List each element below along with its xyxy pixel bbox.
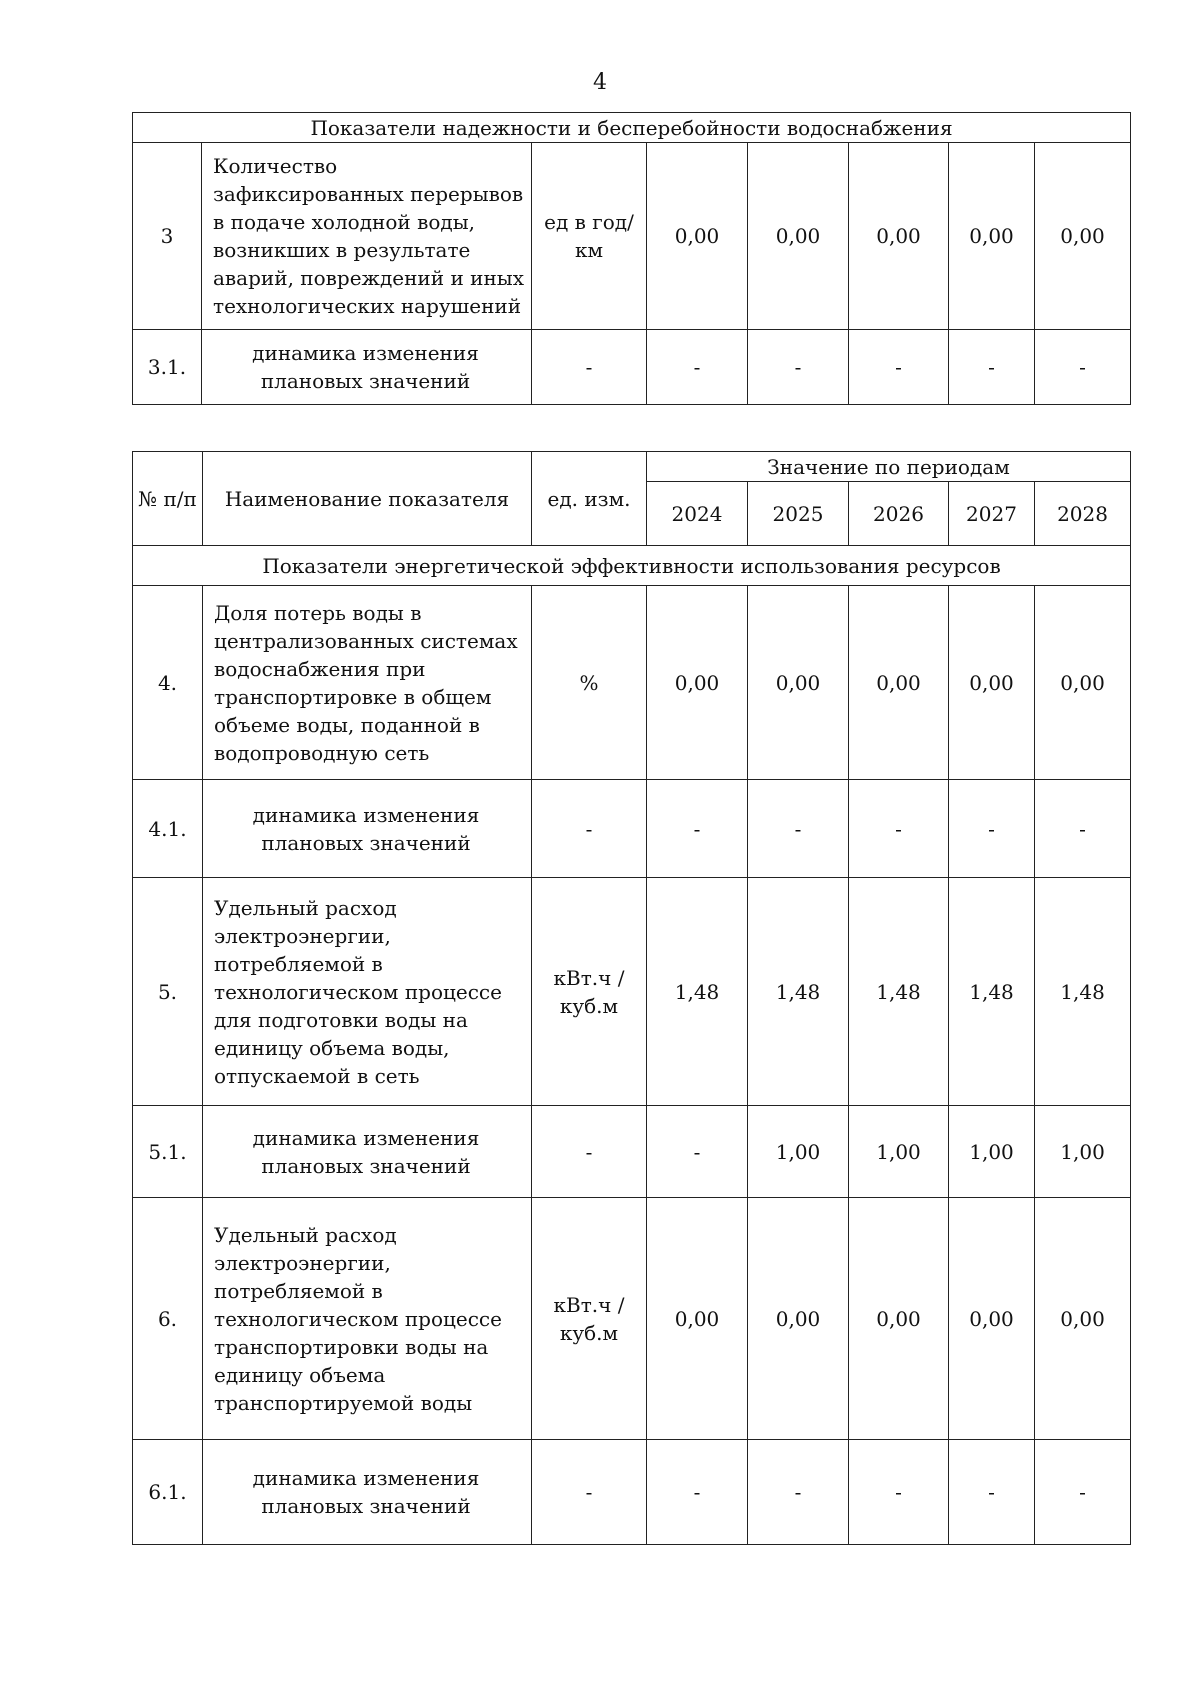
value-cell: - xyxy=(1035,330,1131,405)
value-cell: 1,48 xyxy=(1035,878,1131,1106)
unit-cell: - xyxy=(532,330,647,405)
row-number: 5. xyxy=(133,878,203,1106)
section-title: Показатели энергетической эффективности использования ресурсов xyxy=(133,546,1131,586)
value-cell: 1,00 xyxy=(849,1106,949,1198)
value-cell: 0,00 xyxy=(647,143,748,330)
value-cell: - xyxy=(949,1440,1035,1545)
value-cell: 0,00 xyxy=(949,143,1035,330)
indicator-name: Удельный расход электроэнергии, потребляемой в технологическом процессе транспортировки воды на единицу объема транспортируемой воды xyxy=(203,1198,532,1440)
value-cell: - xyxy=(949,330,1035,405)
value-cell: 0,00 xyxy=(748,1198,849,1440)
header-year: 2027 xyxy=(949,482,1035,546)
value-cell: - xyxy=(849,330,949,405)
table-row xyxy=(133,1198,1131,1440)
table-row xyxy=(133,878,1131,1106)
row-number: 4.1. xyxy=(133,780,203,878)
row-number: 6. xyxy=(133,1198,203,1440)
unit-cell: кВт.ч / куб.м xyxy=(532,1198,647,1440)
page-number: 4 xyxy=(593,70,607,95)
indicator-name: динамика изменения плановых значений xyxy=(202,330,532,405)
table-row xyxy=(133,330,1131,405)
unit-cell: % xyxy=(532,586,647,780)
header-name: Наименование показателя xyxy=(203,452,532,546)
value-cell: - xyxy=(647,1106,748,1198)
value-cell: 1,48 xyxy=(849,878,949,1106)
reliability-table xyxy=(132,112,1131,405)
indicator-name: Количество зафиксированных перерывов в подаче холодной воды, возникших в результате аварий, повреждений и иных технологических нарушений xyxy=(202,143,532,330)
header-unit: ед. изм. xyxy=(532,452,647,546)
value-cell: - xyxy=(1035,780,1131,878)
value-cell: 0,00 xyxy=(748,143,849,330)
value-cell: 0,00 xyxy=(849,143,949,330)
row-number: 3.1. xyxy=(133,330,202,405)
value-cell: 1,00 xyxy=(748,1106,849,1198)
header-row xyxy=(133,452,1131,482)
indicator-name: динамика изменения плановых значений xyxy=(203,1440,532,1545)
unit-cell: - xyxy=(532,1106,647,1198)
section-title: Показатели надежности и бесперебойности водоснабжения xyxy=(133,113,1131,143)
value-cell: 0,00 xyxy=(647,1198,748,1440)
value-cell: 1,48 xyxy=(949,878,1035,1106)
indicator-name: Удельный расход электроэнергии, потребляемой в технологическом процессе для подготовки воды на единицу объема воды, отпускаемой в сеть xyxy=(203,878,532,1106)
value-cell: - xyxy=(647,330,748,405)
value-cell: - xyxy=(647,780,748,878)
row-number: 6.1. xyxy=(133,1440,203,1545)
value-cell: - xyxy=(849,1440,949,1545)
header-year: 2028 xyxy=(1035,482,1131,546)
value-cell: - xyxy=(1035,1440,1131,1545)
header-periods: Значение по периодам xyxy=(647,452,1131,482)
unit-cell: ед в год/ км xyxy=(532,143,647,330)
value-cell: 0,00 xyxy=(949,586,1035,780)
value-cell: - xyxy=(748,330,849,405)
table-row xyxy=(133,1106,1131,1198)
value-cell: - xyxy=(849,780,949,878)
value-cell: 0,00 xyxy=(1035,1198,1131,1440)
value-cell: 0,00 xyxy=(1035,143,1131,330)
value-cell: 0,00 xyxy=(849,1198,949,1440)
header-number: № п/п xyxy=(133,452,203,546)
value-cell: 1,00 xyxy=(1035,1106,1131,1198)
value-cell: - xyxy=(949,780,1035,878)
value-cell: 0,00 xyxy=(647,586,748,780)
table-row xyxy=(133,586,1131,780)
value-cell: 1,48 xyxy=(647,878,748,1106)
indicator-name: динамика изменения плановых значений xyxy=(203,780,532,878)
row-number: 5.1. xyxy=(133,1106,203,1198)
value-cell: 1,00 xyxy=(949,1106,1035,1198)
header-year: 2024 xyxy=(647,482,748,546)
value-cell: - xyxy=(647,1440,748,1545)
row-number: 3 xyxy=(133,143,202,330)
section-row xyxy=(133,546,1131,586)
header-year: 2025 xyxy=(748,482,849,546)
row-number: 4. xyxy=(133,586,203,780)
unit-cell: кВт.ч / куб.м xyxy=(532,878,647,1106)
unit-cell: - xyxy=(532,1440,647,1545)
value-cell: 0,00 xyxy=(1035,586,1131,780)
section-row xyxy=(133,113,1131,143)
value-cell: 0,00 xyxy=(949,1198,1035,1440)
value-cell: - xyxy=(748,780,849,878)
table-row xyxy=(133,1440,1131,1545)
indicator-name: Доля потерь воды в централизованных системах водоснабжения при транспортировке в общем объеме воды, поданной в водопроводную сеть xyxy=(203,586,532,780)
table-row xyxy=(133,780,1131,878)
value-cell: 1,48 xyxy=(748,878,849,1106)
value-cell: 0,00 xyxy=(849,586,949,780)
energy-efficiency-table xyxy=(132,451,1131,1545)
unit-cell: - xyxy=(532,780,647,878)
value-cell: - xyxy=(748,1440,849,1545)
value-cell: 0,00 xyxy=(748,586,849,780)
indicator-name: динамика изменения плановых значений xyxy=(203,1106,532,1198)
table-row xyxy=(133,143,1131,330)
header-year: 2026 xyxy=(849,482,949,546)
